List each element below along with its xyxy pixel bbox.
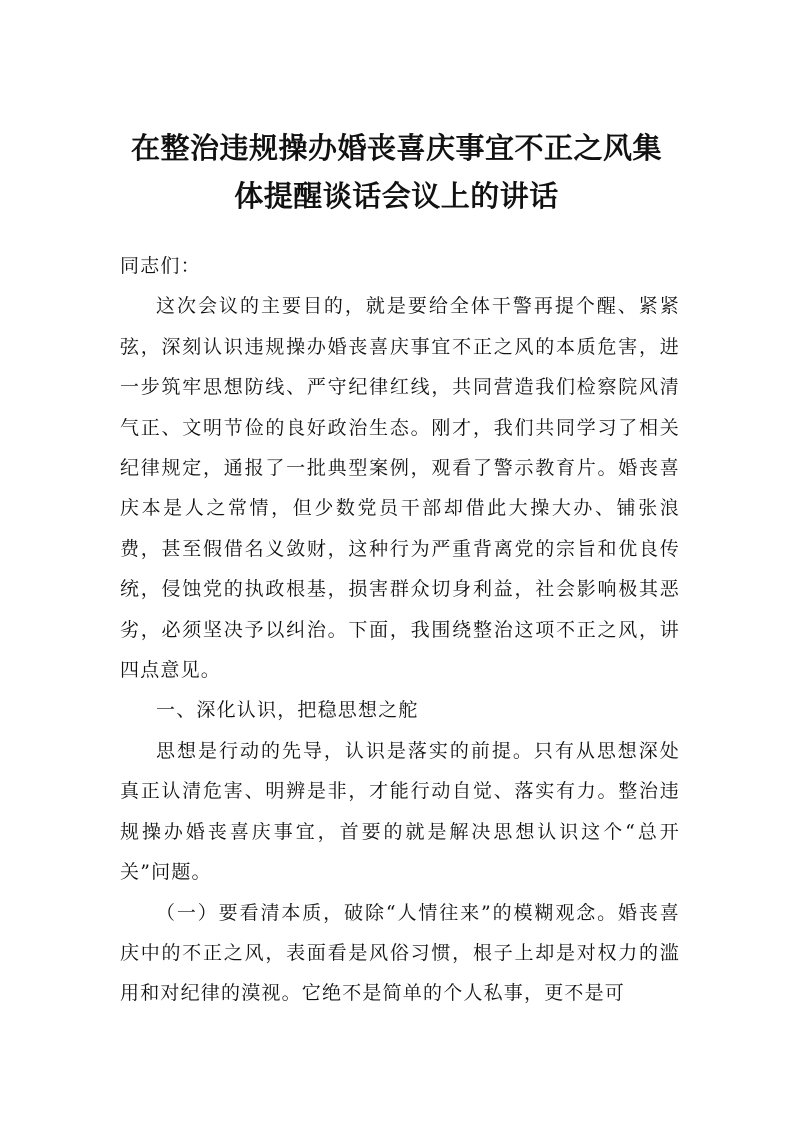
subsection-1-paragraph: （一）要看清本质，破除“人情往来”的模糊观念。婚丧喜庆中的不正之风，表面看是风俗习惯，根子上却是对权力的滥用和对纪律的漠视。它绝不是简单的个人私事，更不是可 bbox=[120, 901, 680, 1005]
section-heading-1: 一、深化认识，把稳思想之舵 bbox=[156, 699, 419, 722]
salutation: 同志们： bbox=[120, 255, 201, 277]
document-title-line-1: 在整治违规操办婚丧喜庆事宜不正之风集 bbox=[130, 131, 662, 165]
document-title-line-2: 体提醒谈话会议上的讲话 bbox=[234, 179, 559, 213]
document-body bbox=[120, 246, 680, 1014]
section-1-paragraph: 思想是行动的先导，认识是落实的前提。只有从思想深处真正认清危害、明辨是非，才能行动自觉、落实有力。整治违规操办婚丧喜庆事宜，首要的就是解决思想认识这个“总开关”问题。 bbox=[120, 739, 680, 884]
intro-paragraph: 这次会议的主要目的，就是要给全体干警再提个醒、紧紧弦，深刻认识违规操办婚丧喜庆事宜不正之风的本质危害，进一步筑牢思想防线、严守纪律红线，共同营造我们检察院风清气正、文明节俭的良好政治生态。刚才，我们共同学习了相关纪律规定，通报了一批典型案例，观看了警示教育片。婚丧喜庆本是人之常情，但少数党员干部却借此大操大办、铺张浪费，甚至假借名义敛财，这种行为严重背离党的宗旨和优良传统，侵蚀党的执政根基，损害群众切身利益，社会影响极其恶劣，必须坚决予以纠治。下面，我围绕整治这项不正之风，讲四点意见。 bbox=[120, 295, 680, 682]
